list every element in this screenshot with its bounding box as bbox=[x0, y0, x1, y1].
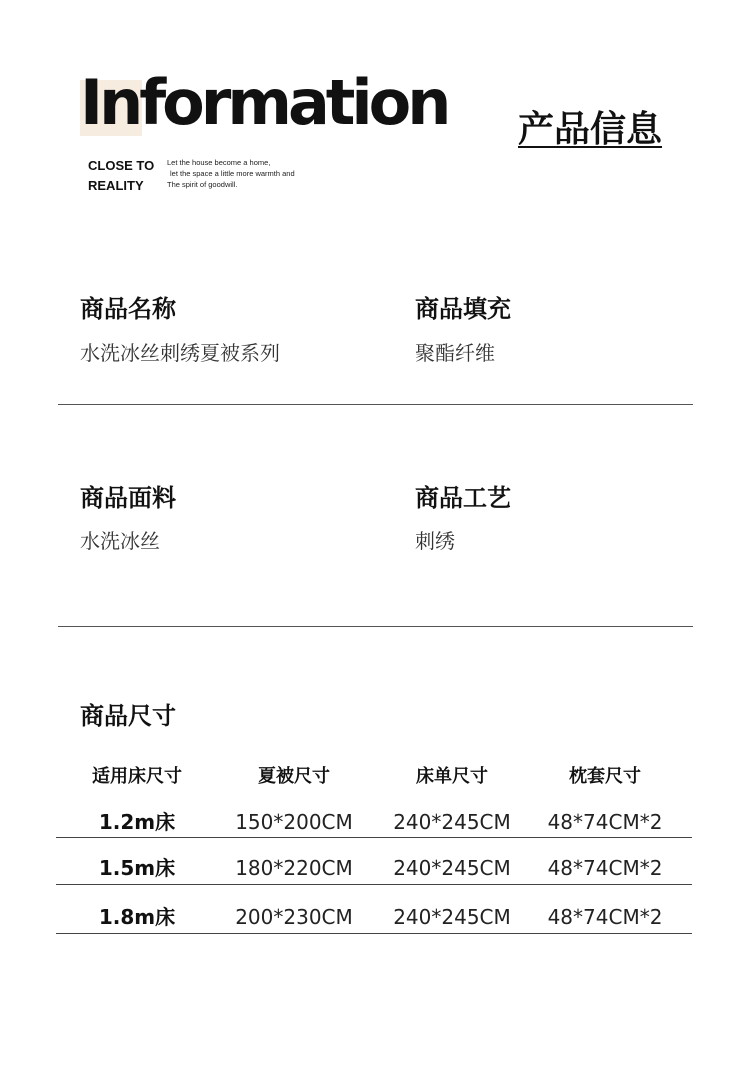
table-header-bed-size: 适用床尺寸 bbox=[92, 766, 182, 787]
product-filling-label: 商品填充 bbox=[415, 295, 511, 323]
table-cell: 200*230CM bbox=[235, 905, 353, 929]
table-cell: 48*74CM*2 bbox=[547, 810, 663, 834]
page-title-en: Information bbox=[80, 66, 448, 139]
table-row-divider bbox=[56, 884, 692, 885]
product-name-label: 商品名称 bbox=[80, 295, 176, 323]
product-name-value: 水洗冰丝刺绣夏被系列 bbox=[80, 341, 280, 365]
table-header-quilt-size: 夏被尺寸 bbox=[258, 766, 330, 787]
table-cell: 240*245CM bbox=[393, 905, 511, 929]
table-cell: 240*245CM bbox=[393, 810, 511, 834]
slogan-line-1: CLOSE TO bbox=[88, 158, 155, 173]
table-cell: 180*220CM bbox=[235, 856, 353, 880]
table-cell: 1.2m床 bbox=[98, 810, 176, 834]
slogan-heading bbox=[88, 156, 163, 196]
slogan-small-line-2: let the space a little more warmth and bbox=[170, 169, 295, 178]
table-cell: 1.5m床 bbox=[98, 856, 176, 880]
size-section-title: 商品尺寸 bbox=[80, 702, 176, 730]
table-header-pillowcase-size: 枕套尺寸 bbox=[569, 766, 641, 787]
table-cell: 1.8m床 bbox=[98, 905, 176, 929]
slogan-text bbox=[167, 157, 327, 190]
section-divider bbox=[58, 404, 693, 405]
table-header-sheet-size: 床单尺寸 bbox=[416, 766, 488, 787]
table-row-divider bbox=[56, 933, 692, 934]
table-row-divider bbox=[56, 837, 692, 838]
slogan-small-line-3: The spirit of goodwill. bbox=[167, 180, 238, 189]
page-title-cn: 产品信息 bbox=[518, 109, 663, 150]
table-cell: 150*200CM bbox=[235, 810, 353, 834]
product-fabric-value: 水洗冰丝 bbox=[80, 529, 160, 553]
slogan-line-2: REALITY bbox=[88, 178, 144, 193]
slogan-small-line-1: Let the house become a home, bbox=[167, 158, 271, 167]
product-craft-label: 商品工艺 bbox=[415, 484, 511, 512]
product-fabric-label: 商品面料 bbox=[80, 484, 176, 512]
table-cell: 48*74CM*2 bbox=[547, 856, 663, 880]
product-filling-value: 聚酯纤维 bbox=[415, 341, 495, 365]
section-divider bbox=[58, 626, 693, 627]
product-craft-value: 刺绣 bbox=[415, 529, 455, 553]
table-cell: 240*245CM bbox=[393, 856, 511, 880]
table-cell: 48*74CM*2 bbox=[547, 905, 663, 929]
